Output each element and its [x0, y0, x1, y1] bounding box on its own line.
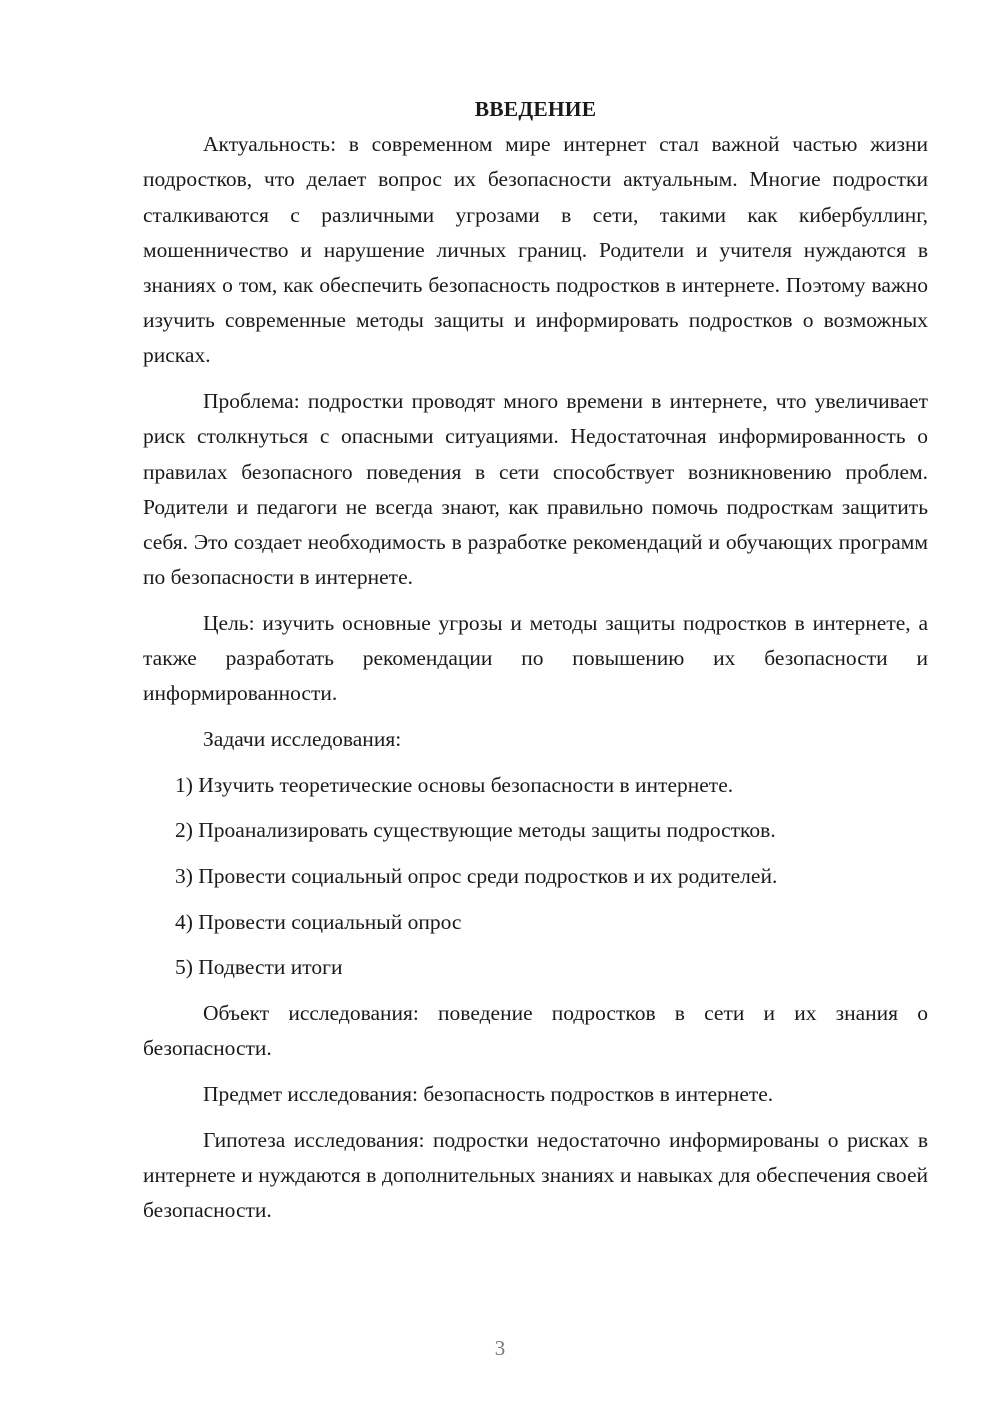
- section-title: ВВЕДЕНИЕ: [474, 97, 597, 121]
- tasks-heading: Задачи исследования:: [203, 726, 402, 751]
- object-paragraph: Объект исследования: поведение подростков в сети и их знания о безопасности.: [143, 1001, 928, 1061]
- problem-paragraph: Проблема: подростки проводят много времени в интернете, что увеличивает риск столкнуться с опасными ситуациями. Недостаточная информированность о правилах безопасного поведения в сети способствует возникновению проблем. Родители и педагоги не всегда знают, как правильно помочь подросткам защитить себя. Это создает необходимость в разработке рекомендаций и обучающих программ по безопасности в интернете.: [143, 389, 928, 590]
- task-item: 2) Проанализировать существующие методы защиты подростков.: [175, 818, 776, 843]
- tasks-list: [143, 768, 928, 986]
- relevance-paragraph: Актуальность: в современном мире интернет стал важной частью жизни подростков, что делает вопрос их безопасности актуальным. Многие подростки сталкиваются с различными угрозами в сети, такими как кибербуллинг, мошенничество и нарушение личных границ. Родители и учителя нуждаются в знаниях о том, как обеспечить безопасность подростков в интернете. Поэтому важно изучить современные методы защиты и информировать подростков о возможных рисках.: [143, 132, 928, 368]
- document-body: [143, 92, 928, 1239]
- task-item: 4) Провести социальный опрос: [175, 909, 462, 934]
- task-item: 5) Подвести итоги: [175, 955, 343, 980]
- task-item: 3) Провести социальный опрос среди подростков и их родителей.: [175, 864, 778, 889]
- goal-paragraph: Цель: изучить основные угрозы и методы защиты подростков в интернете, а также разработать рекомендации по повышению их безопасности и информированности.: [143, 610, 928, 706]
- task-item: 1) Изучить теоретические основы безопасности в интернете.: [175, 772, 734, 797]
- page-number: 3: [494, 1336, 506, 1360]
- hypothesis-paragraph: Гипотеза исследования: подростки недостаточно информированы о рисках в интернете и нуждаются в дополнительных знаниях и навыках для обеспечения своей безопасности.: [143, 1127, 928, 1223]
- subject-paragraph: Предмет исследования: безопасность подростков в интернете.: [203, 1082, 774, 1107]
